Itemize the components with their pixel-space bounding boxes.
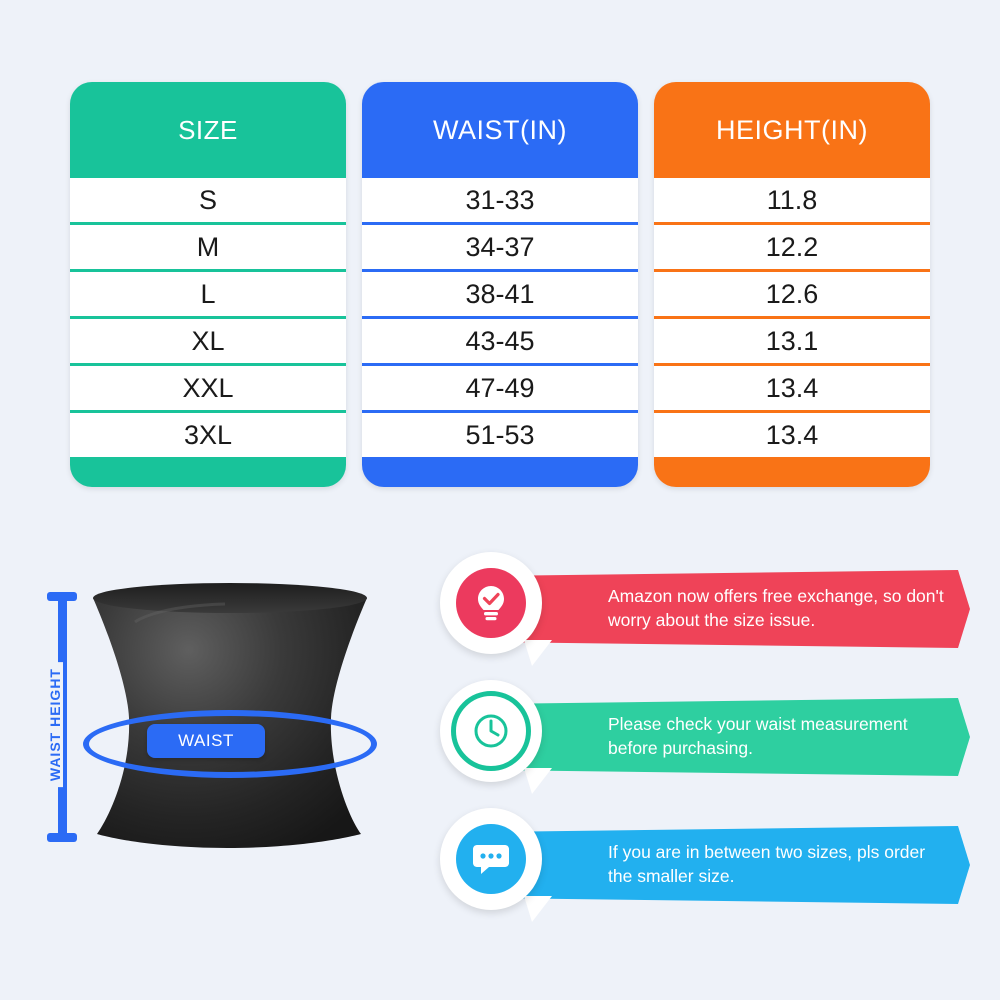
- column-header-waist: WAIST(IN): [433, 114, 567, 145]
- lightbulb-icon: [456, 568, 526, 638]
- column-header-size: SIZE: [178, 114, 238, 145]
- table-cell: M: [70, 225, 346, 269]
- column-cells-size: [70, 178, 346, 457]
- size-chart-table: [70, 82, 930, 487]
- size-chart-column-waist: [362, 82, 638, 487]
- chat-bubble-icon: [456, 824, 526, 894]
- table-cell: 43-45: [362, 319, 638, 363]
- table-cell: 13.4: [654, 366, 930, 410]
- note-banner: [488, 698, 970, 776]
- column-cells-height: [654, 178, 930, 457]
- note-item: [430, 680, 970, 792]
- size-chart-column-height: [654, 82, 930, 487]
- table-cell: 13.1: [654, 319, 930, 363]
- note-item: [430, 552, 970, 664]
- table-cell: 11.8: [654, 178, 930, 222]
- note-text: Please check your waist measurement before purchasing.: [608, 714, 908, 758]
- table-cell: L: [70, 272, 346, 316]
- note-item: [430, 808, 970, 920]
- measure-cap-top: [47, 592, 77, 601]
- note-badge: [440, 808, 542, 910]
- note-banner: [488, 570, 970, 648]
- table-cell: 13.4: [654, 413, 930, 457]
- waist-label: WAIST: [147, 724, 265, 758]
- table-cell: 34-37: [362, 225, 638, 269]
- measure-cap-bottom: [47, 833, 77, 842]
- table-cell: S: [70, 178, 346, 222]
- table-cell: XL: [70, 319, 346, 363]
- note-text: Amazon now offers free exchange, so don't worry about the size issue.: [608, 586, 944, 630]
- note-badge: [440, 680, 542, 782]
- note-badge: [440, 552, 542, 654]
- waist-trainer-image: [75, 582, 385, 852]
- table-cell: XXL: [70, 366, 346, 410]
- clock-icon: [451, 691, 531, 771]
- column-cells-waist: [362, 178, 638, 457]
- table-cell: 3XL: [70, 413, 346, 457]
- badge-tail: [522, 640, 552, 666]
- table-cell: 51-53: [362, 413, 638, 457]
- table-cell: 12.6: [654, 272, 930, 316]
- notes-list: [430, 552, 970, 936]
- column-footer-height: [654, 457, 930, 487]
- note-text: If you are in between two sizes, pls order the smaller size.: [608, 842, 926, 886]
- waist-height-label: WAIST HEIGHT: [47, 662, 63, 787]
- badge-tail: [522, 768, 552, 794]
- column-footer-size: [70, 457, 346, 487]
- column-header-height: HEIGHT(IN): [716, 114, 868, 145]
- size-chart-column-size: [70, 82, 346, 487]
- table-cell: 38-41: [362, 272, 638, 316]
- table-cell: 31-33: [362, 178, 638, 222]
- badge-tail: [522, 896, 552, 922]
- product-diagram: [20, 560, 420, 980]
- table-cell: 12.2: [654, 225, 930, 269]
- note-banner: [488, 826, 970, 904]
- table-cell: 47-49: [362, 366, 638, 410]
- column-footer-waist: [362, 457, 638, 487]
